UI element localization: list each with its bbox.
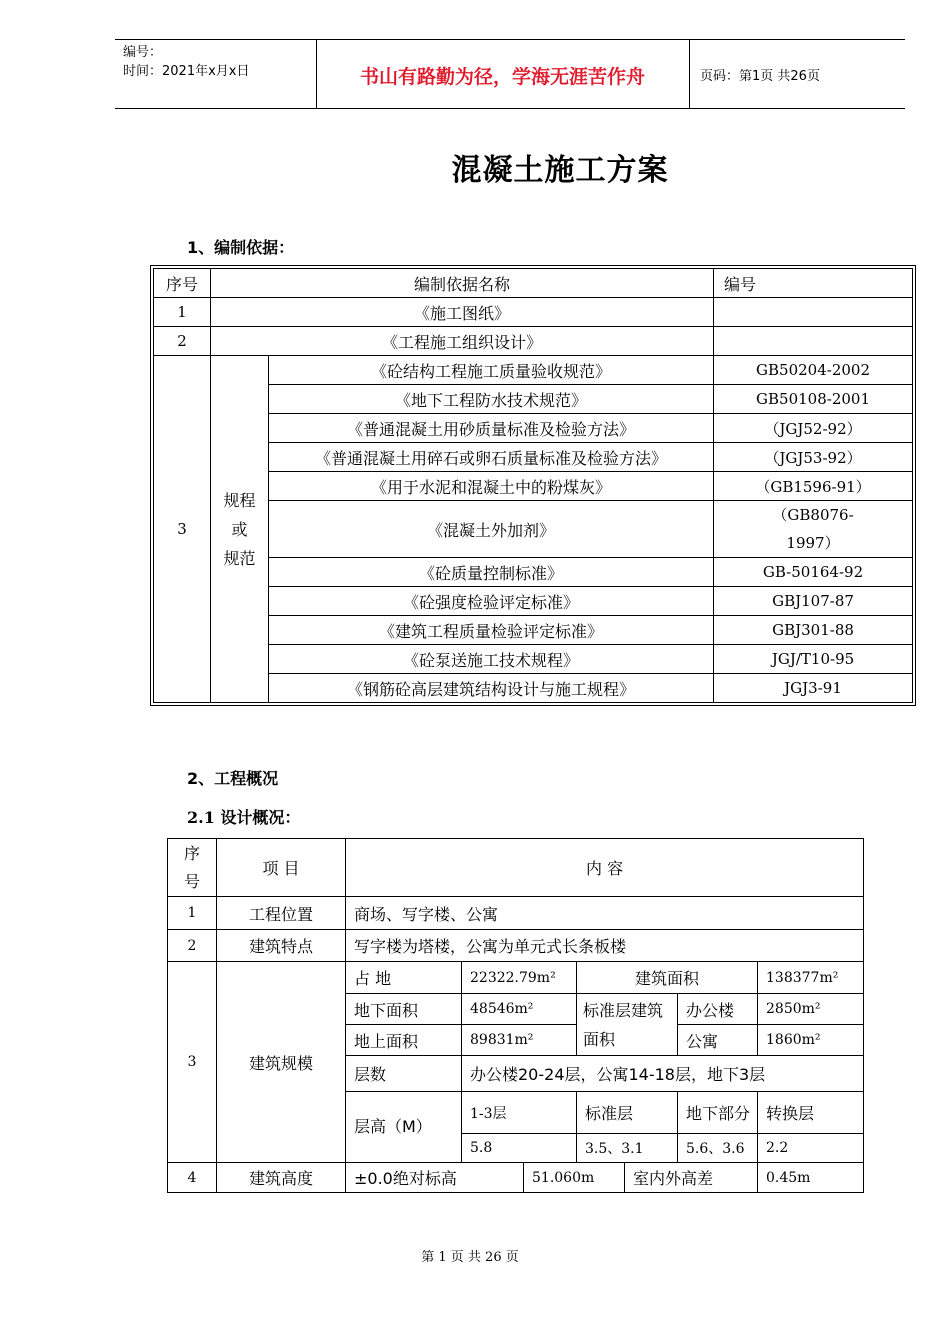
cell-label: 地下面积 xyxy=(346,994,462,1025)
cell-value: 89831m² xyxy=(462,1025,577,1056)
code-label: 编号： xyxy=(123,45,163,60)
header-motto: 书山有路勤为径，学海无涯苦作舟 xyxy=(359,66,645,88)
cell-name: 《地下工程防水技术规范》 xyxy=(269,385,714,414)
cell-code: GBJ301-88 xyxy=(714,616,913,645)
group-line: 规程 xyxy=(223,490,256,510)
cell-label: 办公楼 xyxy=(678,994,758,1025)
design-table xyxy=(167,838,864,1193)
table-row xyxy=(154,327,913,356)
table-row xyxy=(154,356,913,385)
cell-name: 《建筑工程质量检验评定标准》 xyxy=(269,616,714,645)
section-heading-overview: 2、工程概况 xyxy=(187,769,279,788)
cell-value: 3.5、3.1 xyxy=(577,1134,678,1163)
cell-label: 标准层建筑面积 xyxy=(577,994,678,1056)
cell-label: ±0.0绝对标高 xyxy=(346,1163,524,1193)
header-divider xyxy=(689,40,690,108)
cell-name: 《普通混凝土用碎石或卵石质量标准及检验方法》 xyxy=(269,443,714,472)
table-row xyxy=(154,298,913,327)
cell-name: 《钢筋砼高层建筑结构设计与施工规程》 xyxy=(269,674,714,703)
header-meta xyxy=(123,43,249,81)
cell-value: 1860m² xyxy=(758,1025,864,1056)
header-cell: 序号 xyxy=(154,269,211,298)
cell-value: 5.8 xyxy=(462,1134,577,1163)
table-row xyxy=(168,962,864,994)
cell-value: 2850m² xyxy=(758,994,864,1025)
cell-code: GBJ107-87 xyxy=(714,587,913,616)
page-footer xyxy=(0,1246,950,1265)
cell-item: 工程位置 xyxy=(217,897,346,930)
cell-value: 48546m² xyxy=(462,994,577,1025)
header-page-info: 页码：第1页 共26页 xyxy=(700,69,820,84)
header-cell: 内 容 xyxy=(346,839,864,897)
group-line: 规范 xyxy=(223,548,256,568)
table-header-row xyxy=(154,269,913,298)
cell-code: GB-50164-92 xyxy=(714,558,913,587)
cell-code: GB50108-2001 xyxy=(714,385,913,414)
cell-content: 写字楼为塔楼，公寓为单元式长条板楼 xyxy=(346,930,864,962)
cell-value: 51.060m xyxy=(524,1163,625,1193)
cell-code: GB50204-2002 xyxy=(714,356,913,385)
table-header-row xyxy=(168,839,864,897)
cell-code: （GB8076-1997） xyxy=(714,501,913,558)
cell-label: 标准层 xyxy=(577,1092,678,1134)
cell-value: 2.2 xyxy=(758,1134,864,1163)
cell-no: 2 xyxy=(168,930,217,962)
cell-value: 办公楼20-24层，公寓14-18层，地下3层 xyxy=(462,1056,864,1092)
document-title xyxy=(0,145,950,189)
cell-name: 《用于水泥和混凝土中的粉煤灰》 xyxy=(269,472,714,501)
cell-code: （JGJ52-92） xyxy=(714,414,913,443)
cell-no: 1 xyxy=(154,298,211,327)
cell-code: JGJ/T10-95 xyxy=(714,645,913,674)
cell-label: 建筑面积 xyxy=(577,962,758,994)
cell-value: 138377m² xyxy=(758,962,864,994)
header-cell: 编制依据名称 xyxy=(211,269,714,298)
header-cell: 序号 xyxy=(168,839,217,897)
title-text: 混凝土施工方案 xyxy=(451,153,669,188)
cell-no: 3 xyxy=(154,356,211,703)
cell-code: （JGJ53-92） xyxy=(714,443,913,472)
cell-code xyxy=(714,327,913,356)
table-row xyxy=(168,1163,864,1193)
cell-no: 3 xyxy=(168,962,217,1163)
cell-label: 室内外高差 xyxy=(625,1163,758,1193)
cell-label: 转换层 xyxy=(758,1092,864,1134)
cell-label: 地上面积 xyxy=(346,1025,462,1056)
cell-label: 公寓 xyxy=(678,1025,758,1056)
table-row xyxy=(168,930,864,962)
footer-text: 第 1 页 共 26 页 xyxy=(421,1250,519,1265)
cell-item: 建筑特点 xyxy=(217,930,346,962)
cell-name: 《工程施工组织设计》 xyxy=(211,327,714,356)
cell-label: 层高（M） xyxy=(346,1092,462,1163)
cell-label: 层数 xyxy=(346,1056,462,1092)
cell-name: 《砼泵送施工技术规程》 xyxy=(269,645,714,674)
section-heading-basis: 1、编制依据： xyxy=(187,238,295,257)
cell-value: 0.45m xyxy=(758,1163,864,1193)
cell-name: 《普通混凝土用砂质量标准及检验方法》 xyxy=(269,414,714,443)
cell-code xyxy=(714,298,913,327)
cell-name: 《施工图纸》 xyxy=(211,298,714,327)
cell-item: 建筑高度 xyxy=(217,1163,346,1193)
cell-content: 商场、写字楼、公寓 xyxy=(346,897,864,930)
cell-value: 22322.79m² xyxy=(462,962,577,994)
cell-group xyxy=(211,356,269,703)
table-row xyxy=(168,897,864,930)
cell-label: 地下部分 xyxy=(678,1092,758,1134)
page-header xyxy=(115,39,905,109)
cell-label: 1-3层 xyxy=(462,1092,577,1134)
time-label: 时间：2021年x月x日 xyxy=(123,64,250,79)
subsection-heading-design: 2.1 设计概况： xyxy=(187,808,301,827)
cell-name: 《混凝土外加剂》 xyxy=(269,501,714,558)
cell-item: 建筑规模 xyxy=(217,962,346,1163)
basis-table xyxy=(153,268,913,703)
cell-name: 《砼结构工程施工质量验收规范》 xyxy=(269,356,714,385)
cell-code: JGJ3-91 xyxy=(714,674,913,703)
cell-value: 5.6、3.6 xyxy=(678,1134,758,1163)
header-cell: 编号 xyxy=(714,269,913,298)
group-line: 或 xyxy=(231,519,248,539)
cell-code: （GB1596-91） xyxy=(714,472,913,501)
cell-name: 《砼强度检验评定标准》 xyxy=(269,587,714,616)
cell-label: 占 地 xyxy=(346,962,462,994)
cell-no: 4 xyxy=(168,1163,217,1193)
header-cell: 项 目 xyxy=(217,839,346,897)
cell-no: 1 xyxy=(168,897,217,930)
cell-no: 2 xyxy=(154,327,211,356)
cell-name: 《砼质量控制标准》 xyxy=(269,558,714,587)
